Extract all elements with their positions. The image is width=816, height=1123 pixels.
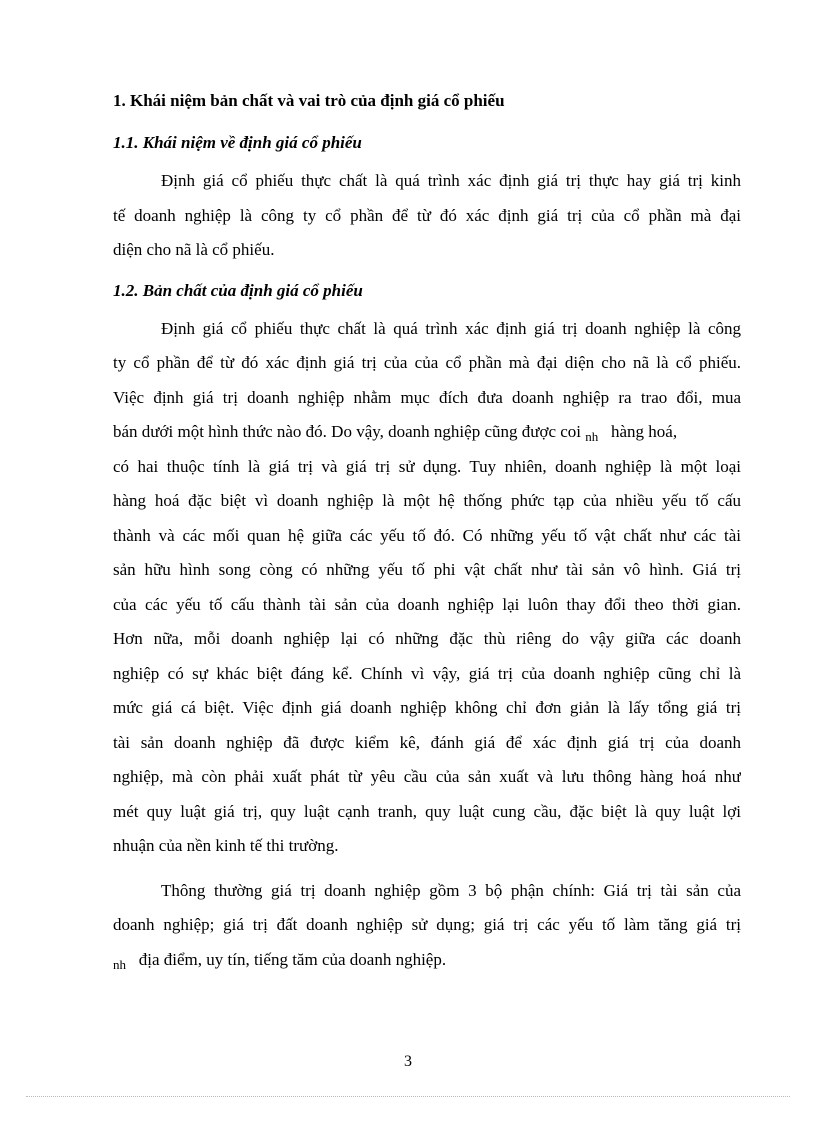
text-line: Việc định giá trị doanh nghiệp nhằm mục đích đưa doanh nghiệp ra trao đổi, mua: [113, 387, 741, 407]
text-line: Thông thường giá trị doanh nghiệp gồm 3 bộ phận chính: Giá trị tài sản của: [161, 880, 741, 900]
document-body: [113, 88, 741, 987]
text-fragment: hàng hoá,: [611, 422, 678, 441]
text-line: mức giá cá biệt. Việc định giá doanh nghiệp không chỉ đơn giản là lấy tổng giá trị: [113, 698, 741, 717]
text-line: mét quy luật giá trị, quy luật cạnh tranh, quy luật cung cầu, đặc biệt là quy luật lợi: [113, 801, 741, 821]
heading-section-1-1: 1.1. Khái niệm về định giá cổ phiếu: [113, 133, 362, 152]
text-line: tế doanh nghiệp là công ty cổ phần để từ đó xác định giá trị của cổ phần mà đại: [113, 205, 741, 225]
text-fragment: bán dưới một hình thức nào đó. Do vậy, doanh nghiệp cũng được coi: [113, 422, 582, 441]
text-line: nghiệp có sự khác biệt đáng kể. Chính vì vậy, giá trị của doanh nghiệp cũng chỉ là: [113, 663, 741, 683]
text-line: của các yếu tố cấu thành tài sản của doanh nghiệp lại luôn thay đổi theo thời gian.: [113, 594, 741, 614]
heading-section-1-2: 1.2. Bản chất của định giá cổ phiếu: [113, 280, 363, 300]
text-line: thành và các mối quan hệ giữa các yếu tố đó. Có những yếu tố vật chất như các tài: [113, 525, 741, 545]
subscript-fragment: nh: [585, 429, 599, 444]
text-line: [113, 415, 741, 450]
text-line: nhuận của nền kinh tế thi trường.: [113, 836, 339, 855]
text-line: hàng hoá đặc biệt vì doanh nghiệp là một hệ thống phức tạp của nhiều yếu tố cấu: [113, 491, 741, 510]
text-line: nghiệp, mà còn phải xuất phát từ yêu cầu của sản xuất và lưu thông hàng hoá như: [113, 767, 741, 786]
text-line: sản hữu hình song còng có những yếu tố phi vật chất như tài sản vô hình. Giá trị: [113, 560, 741, 579]
page-bottom-divider: [26, 1096, 790, 1097]
text-line: ty cổ phần để từ đó xác định giá trị của của cổ phần mà đại diện cho nã là cổ phiếu.: [113, 353, 741, 372]
paragraph-components: [113, 874, 741, 978]
text-line: Hơn nữa, mỗi doanh nghiệp lại có những đặc thù riêng do vậy giữa các doanh: [113, 629, 741, 648]
text-line: tài sản doanh nghiệp đã được kiểm kê, đánh giá để xác định giá trị của doanh: [113, 732, 741, 752]
paragraph-definition: [113, 164, 741, 268]
text-fragment: địa điểm, uy tín, tiếng tăm của doanh nghiệp.: [138, 949, 447, 969]
text-line: Định giá cổ phiếu thực chất là quá trình xác định giá trị doanh nghiệp là công: [161, 318, 741, 338]
paragraph-nature: [113, 312, 741, 864]
subscript-fragment: nh: [113, 956, 126, 972]
text-line: doanh nghiệp; giá trị đất doanh nghiệp sử dụng; giá trị các yếu tố làm tăng giá trị: [113, 915, 741, 934]
text-line: [113, 943, 741, 978]
text-line: diện cho nã là cổ phiếu.: [113, 240, 275, 259]
text-line: có hai thuộc tính là giá trị và giá trị sử dụng. Tuy nhiên, doanh nghiệp là một loại: [113, 456, 741, 476]
text-line: Định giá cổ phiếu thực chất là quá trình xác định giá trị thực hay giá trị kinh: [161, 171, 741, 190]
heading-section-1: 1. Khái niệm bản chất và vai trò của định giá cổ phiếu: [113, 91, 505, 110]
page-number: 3: [404, 1053, 412, 1070]
